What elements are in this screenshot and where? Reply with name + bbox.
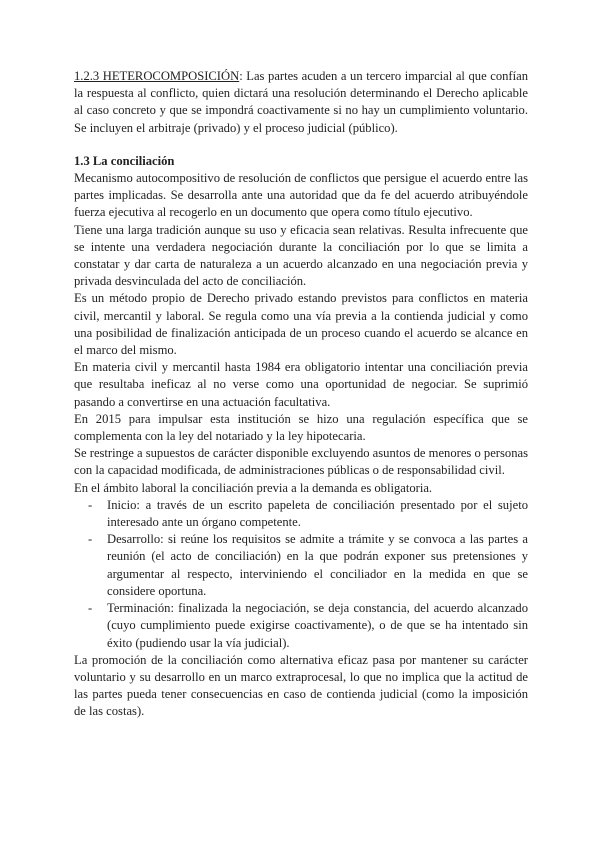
spacer [74,137,528,153]
paragraph-1: Mecanismo autocompositivo de resolución de conflictos que persigue el acuerdo entre las partes implicadas. Se desarrolla ante una autoridad que da fe del acuerdo atribuyéndole fuerza ejecutiva al recogerlo en un documento que opera como título ejecutivo. [74,171,528,220]
list-item [74,600,528,652]
list-item [74,531,528,600]
list-item-text: Terminación: finalizada la negociación, se deja constancia, del acuerdo alcanzado (cuyo cumplimiento puede exigirse coactivamente), o de que se ha intentado sin éxito (pudiendo usar la vía judicial). [107,601,528,650]
list-dash: - [88,601,93,616]
paragraph-7: En el ámbito laboral la conciliación previa a la demanda es obligatoria. [74,480,433,495]
list-dash: - [88,497,93,512]
closing-paragraph: La promoción de la conciliación como alternativa eficaz pasa por mantener su carácter voluntario y su desarrollo en un marco extraprocesal, lo que no implica que la actitud de las partes pueda tener consecuencias en caso de contienda judicial (como la imposición de las costas). [74,652,528,719]
list-item-text: Inicio: a través de un escrito papeleta de conciliación presentado por el sujeto interesado ante un órgano competente. [107,497,528,530]
list-item-text: Desarrollo: si reúne los requisitos se admite a trámite y se convoca a las partes a reunión (el acto de conciliación) en la que podrán exponer sus pretensiones y argumentar al respecto, interviniendo el conciliador en la medida en que se considere oportuna. [107,532,528,598]
paragraph-4: En materia civil y mercantil hasta 1984 era obligatorio intentar una conciliación previa que resultaba ineficaz al no verse como una oportunidad de negociar. Se suprimió pasando a convertirse en una actuación facultativa. [74,360,528,409]
list-item [74,497,528,531]
list-dash: - [88,532,93,547]
paragraph-3: Es un método propio de Derecho privado estando previstos para conflictos en materia civil, mercantil y laboral. Se regula como una vía previa a la contienda judicial y como una posibilidad de finalización anticipada de un proceso cuando el acuerdo se alcance en el marco del mismo. [74,291,528,358]
heterocomposicion-term: 1.2.3 HETEROCOMPOSICIÓN [74,69,240,83]
phase-list [74,497,528,652]
document-page [74,68,528,721]
section-heading: 1.3 La conciliación [74,153,175,168]
paragraph-5: En 2015 para impulsar esta institución se hizo una regulación específica que se complementa con la ley del notariado y la ley hipotecaria. [74,411,528,444]
heterocomposicion-paragraph [74,68,528,137]
paragraph-2: Tiene una larga tradición aunque su uso y eficacia sean relativas. Resulta infrecuente que se intente una verdadera negociación durante la conciliación por lo que se limita a constatar y dar carta de naturaleza a un acuerdo alcanzado en una negociación previa y privada desvinculada del acto de conciliación. [74,222,528,289]
paragraph-6: Se restringe a supuestos de carácter disponible excluyendo asuntos de menores o personas con la capacidad modificada, de administraciones públicas o de responsabilidad civil. [74,446,528,478]
heterocomposicion-text: : Las partes acuden a un tercero imparcial al que confían la respuesta al conflicto, quien dictará una resolución determinando el Derecho aplicable al caso concreto y que se impondrá coactivamente si no hay un cumplimiento voluntario. Se incluyen el arbitraje (privado) y el proceso judicial (público). [74,69,528,135]
